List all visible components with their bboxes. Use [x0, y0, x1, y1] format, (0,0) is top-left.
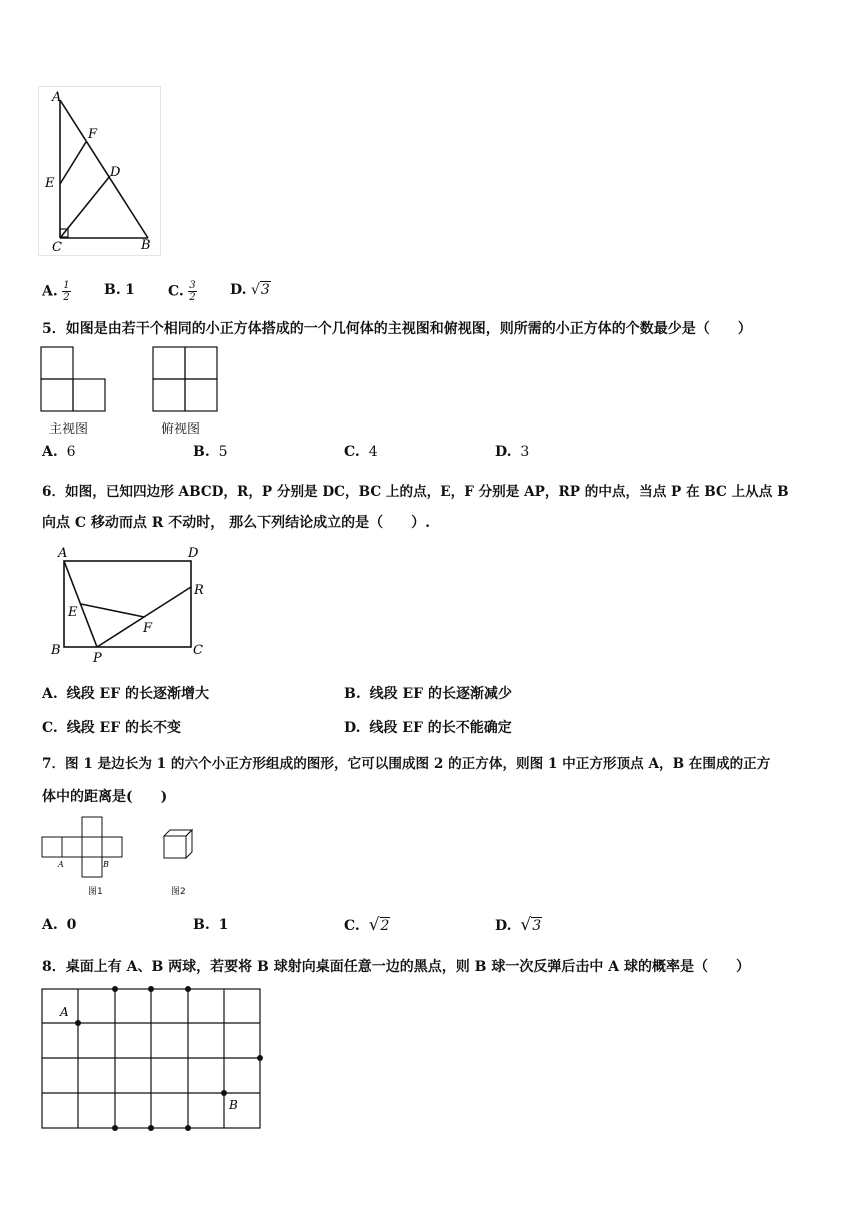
- option-value: 1: [125, 282, 135, 298]
- q4-label-F: F: [88, 127, 98, 142]
- sqrt-expression: √3: [250, 282, 270, 298]
- q7-option-a[interactable]: [42, 917, 76, 933]
- q4-label-A: A: [52, 90, 62, 105]
- q4-label-E: E: [45, 176, 55, 191]
- q6-label-B: B: [51, 643, 61, 658]
- q7-stem-line1: 7．图 1 是边长为 1 的六个小正方形组成的图形，它可以围成图 2 的正方体，则图 1 中正方形顶点 A，B 在围成的正方: [42, 756, 771, 772]
- q8-table-grid-figure: [38, 984, 270, 1134]
- q7-label-A: A: [58, 860, 64, 869]
- option-key: C.: [344, 918, 360, 934]
- q7-caption-fig1: 图1: [88, 887, 103, 897]
- q6-label-C: C: [193, 643, 203, 658]
- option-key: D.: [495, 444, 512, 460]
- q7-option-d[interactable]: [495, 915, 542, 935]
- q6-quadrilateral-figure: [48, 542, 218, 666]
- q4-option-d[interactable]: [230, 282, 271, 298]
- option-value: 线段 EF 的长逐渐增大: [66, 686, 210, 702]
- q7-cube-figure: [162, 828, 196, 862]
- option-key: D.: [344, 720, 361, 736]
- fraction: $\frac{1}{2}$: [63, 280, 70, 303]
- option-value: 0: [66, 917, 77, 933]
- option-key: B.: [104, 282, 121, 298]
- option-value: 线段 EF 的长不能确定: [369, 720, 512, 736]
- option-key: B.: [193, 444, 210, 460]
- q7-caption-fig2: 图2: [171, 887, 186, 897]
- q4-triangle-figure: [38, 86, 168, 258]
- sqrt-expression: √2: [368, 915, 390, 935]
- q5-stem: 5．如图是由若干个相同的小正方体搭成的一个几何体的主视图和俯视图，则所需的小正方体的个数最少是（ ）: [42, 321, 752, 337]
- q7-cube-net-figure: [40, 816, 126, 882]
- q4-option-a[interactable]: [42, 280, 71, 303]
- option-key: A.: [42, 444, 58, 460]
- q6-label-D: D: [188, 546, 199, 561]
- q7-label-B: B: [103, 860, 109, 869]
- q6-label-A: A: [58, 546, 68, 561]
- q8-label-B: B: [229, 1098, 238, 1112]
- q5-caption-top: 俯视图: [161, 422, 201, 437]
- option-key: C.: [168, 283, 184, 300]
- q6-stem-line2: 向点 C 移动而点 R 不动时， 那么下列结论成立的是（ ）.: [42, 515, 431, 531]
- q4-label-C: C: [52, 240, 62, 255]
- q6-option-c[interactable]: [42, 717, 181, 737]
- option-value: 6: [66, 444, 76, 460]
- option-key: A.: [42, 283, 58, 300]
- option-key: C.: [344, 444, 360, 460]
- q8-stem: 8．桌面上有 A、B 两球，若要将 B 球射向桌面任意一边的黑点，则 B 球一次反弹后击中 A 球的概率是（ ）: [42, 959, 750, 975]
- q4-option-b[interactable]: [104, 282, 135, 298]
- q6-label-R: R: [194, 583, 204, 598]
- q5-top-view: [152, 346, 220, 414]
- q6-label-P: P: [93, 651, 102, 666]
- option-key: D.: [495, 918, 512, 934]
- sqrt-expression: √3: [520, 915, 542, 935]
- q6-option-a[interactable]: [42, 683, 209, 703]
- option-value: 4: [368, 444, 378, 460]
- option-key: A.: [42, 686, 58, 702]
- fraction: $\frac{3}{2}$: [189, 280, 196, 303]
- option-value: 5: [218, 444, 228, 460]
- option-key: C.: [42, 720, 58, 736]
- option-value: 线段 EF 的长逐渐减少: [369, 686, 512, 702]
- option-value: 3: [520, 444, 530, 460]
- option-key: B.: [193, 917, 210, 933]
- q6-label-E: E: [68, 605, 78, 620]
- option-value: 1: [218, 917, 229, 933]
- q6-label-F: F: [143, 621, 153, 636]
- q6-stem-line1: 6．如图，已知四边形 ABCD，R，P 分别是 DC，BC 上的点，E，F 分别是 AP，RP 的中点，当点 P 在 BC 上从点 B: [42, 484, 789, 500]
- q8-label-A: A: [60, 1005, 69, 1019]
- q5-front-view: [40, 346, 110, 414]
- q5-option-d[interactable]: [495, 444, 529, 460]
- q4-option-c[interactable]: [168, 280, 197, 303]
- q7-option-c[interactable]: [344, 915, 390, 935]
- q5-option-b[interactable]: [193, 444, 228, 460]
- q5-option-c[interactable]: [344, 444, 378, 460]
- q7-option-b[interactable]: [193, 917, 228, 933]
- q4-label-D: D: [110, 165, 121, 180]
- q6-option-b[interactable]: [344, 683, 512, 703]
- option-value: 线段 EF 的长不变: [66, 720, 182, 736]
- q7-stem-line2: 体中的距离是( ): [42, 789, 168, 805]
- q6-option-d[interactable]: [344, 717, 512, 737]
- option-key: A.: [42, 917, 58, 933]
- option-key: D.: [230, 282, 247, 298]
- q4-label-B: B: [141, 238, 151, 253]
- option-key: B.: [344, 686, 361, 702]
- q5-option-a[interactable]: [42, 444, 76, 460]
- q5-caption-front: 主视图: [49, 422, 89, 437]
